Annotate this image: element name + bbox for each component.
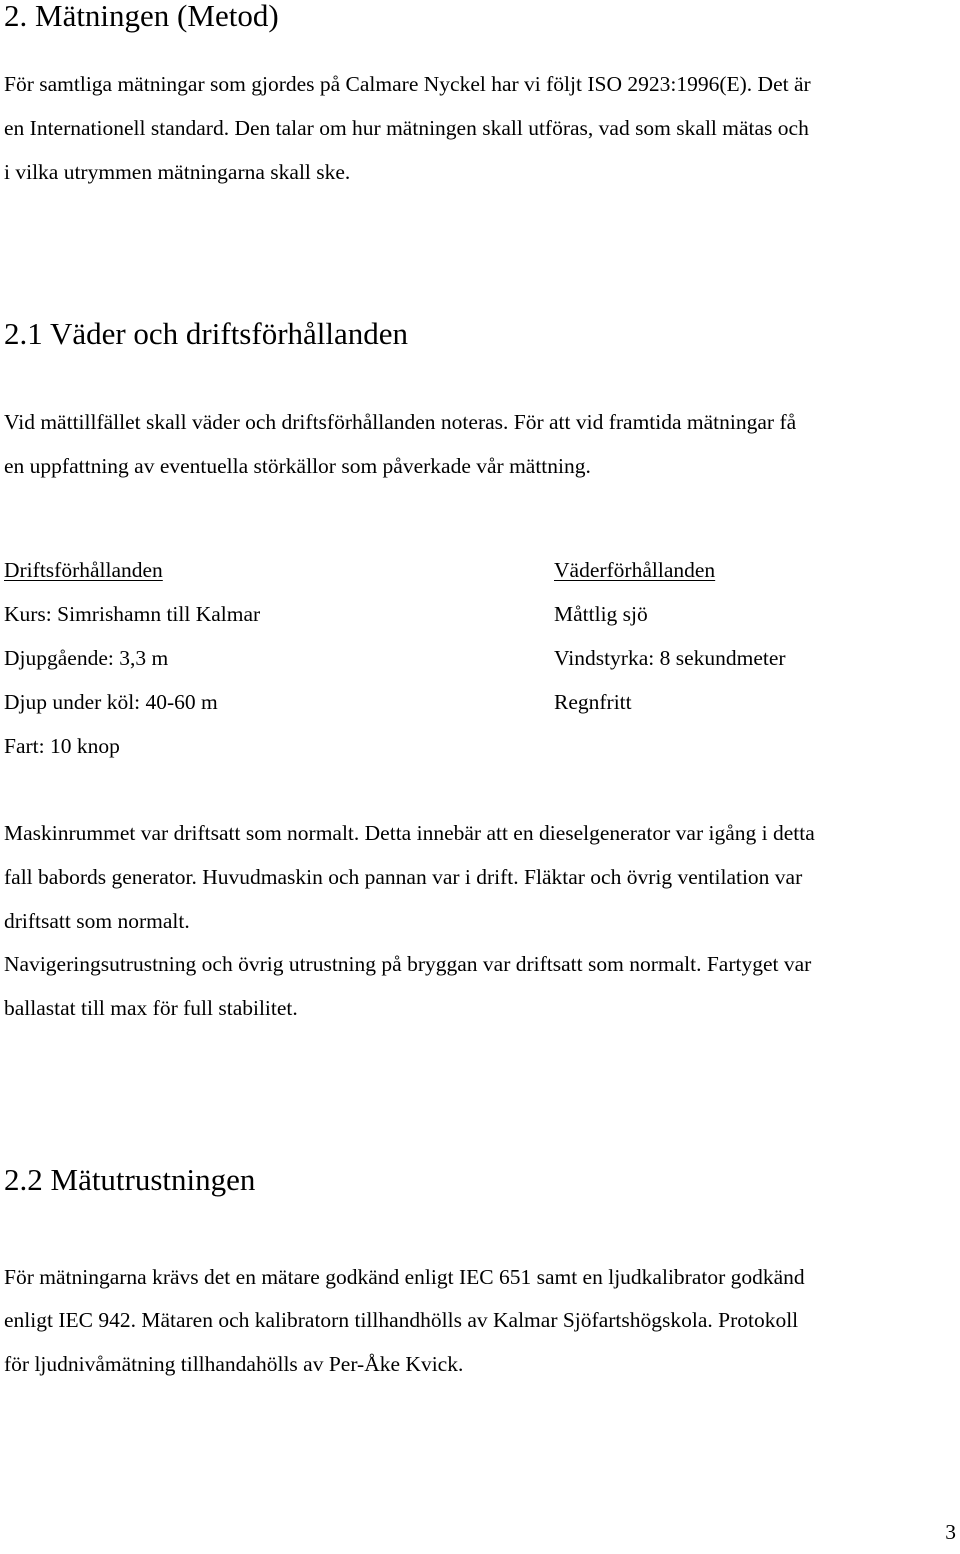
weather-condition-item: Vindstyrka: 8 sekundmeter	[554, 646, 786, 670]
paragraph-line: driftsatt som normalt.	[4, 909, 190, 933]
drift-condition-item: Djup under köl: 40-60 m	[4, 690, 218, 714]
paragraph-line: fall babords generator. Huvudmaskin och pannan var i drift. Fläktar och övrig ventilation var	[4, 865, 803, 889]
weather-condition-item: Måttlig sjö	[554, 602, 648, 626]
paragraph-line: enligt IEC 942. Mätaren och kalibratorn tillhandhölls av Kalmar Sjöfartshögskola. Protokoll	[4, 1308, 799, 1332]
section-heading-2-2: 2.2 Mätutrustningen	[4, 1162, 256, 1197]
section-heading-2-1: 2.1 Väder och driftsförhållanden	[4, 316, 409, 351]
intro-line: i vilka utrymmen mätningarna skall ske.	[4, 160, 351, 184]
paragraph-line: För mätningarna krävs det en mätare godkänd enligt IEC 651 samt en ljudkalibrator godkänd	[4, 1265, 805, 1289]
page-heading: 2. Mätningen (Metod)	[4, 0, 279, 33]
intro-line: en Internationell standard. Den talar om hur mätningen skall utföras, vad som skall mätas och	[4, 116, 809, 140]
paragraph-line: ballastat till max för full stabilitet.	[4, 996, 298, 1020]
drift-condition-item: Kurs: Simrishamn till Kalmar	[4, 602, 261, 626]
intro-line: För samtliga mätningar som gjordes på Calmare Nyckel har vi följt ISO 2923:1996(E). Det är	[4, 72, 811, 96]
paragraph-line: Navigeringsutrustning och övrig utrustning på bryggan var driftsatt som normalt. Fartyget var	[4, 952, 812, 976]
drift-conditions-title: Driftsförhållanden	[4, 558, 163, 582]
page-number: 3	[945, 1520, 956, 1544]
weather-condition-item: Regnfritt	[554, 690, 632, 714]
weather-conditions-title: Väderförhållanden	[554, 558, 716, 582]
drift-condition-item: Djupgående: 3,3 m	[4, 646, 169, 670]
drift-condition-item: Fart: 10 knop	[4, 734, 120, 758]
paragraph-line: för ljudnivåmätning tillhandahölls av Per-Åke Kvick.	[4, 1352, 464, 1376]
paragraph-line: Vid mättillfället skall väder och driftsförhållanden noteras. För att vid framtida mätningar få	[4, 410, 797, 434]
paragraph-line: Maskinrummet var driftsatt som normalt. Detta innebär att en dieselgenerator var igång i detta	[4, 821, 815, 845]
paragraph-line: en uppfattning av eventuella störkällor som påverkade vår mättning.	[4, 454, 591, 478]
